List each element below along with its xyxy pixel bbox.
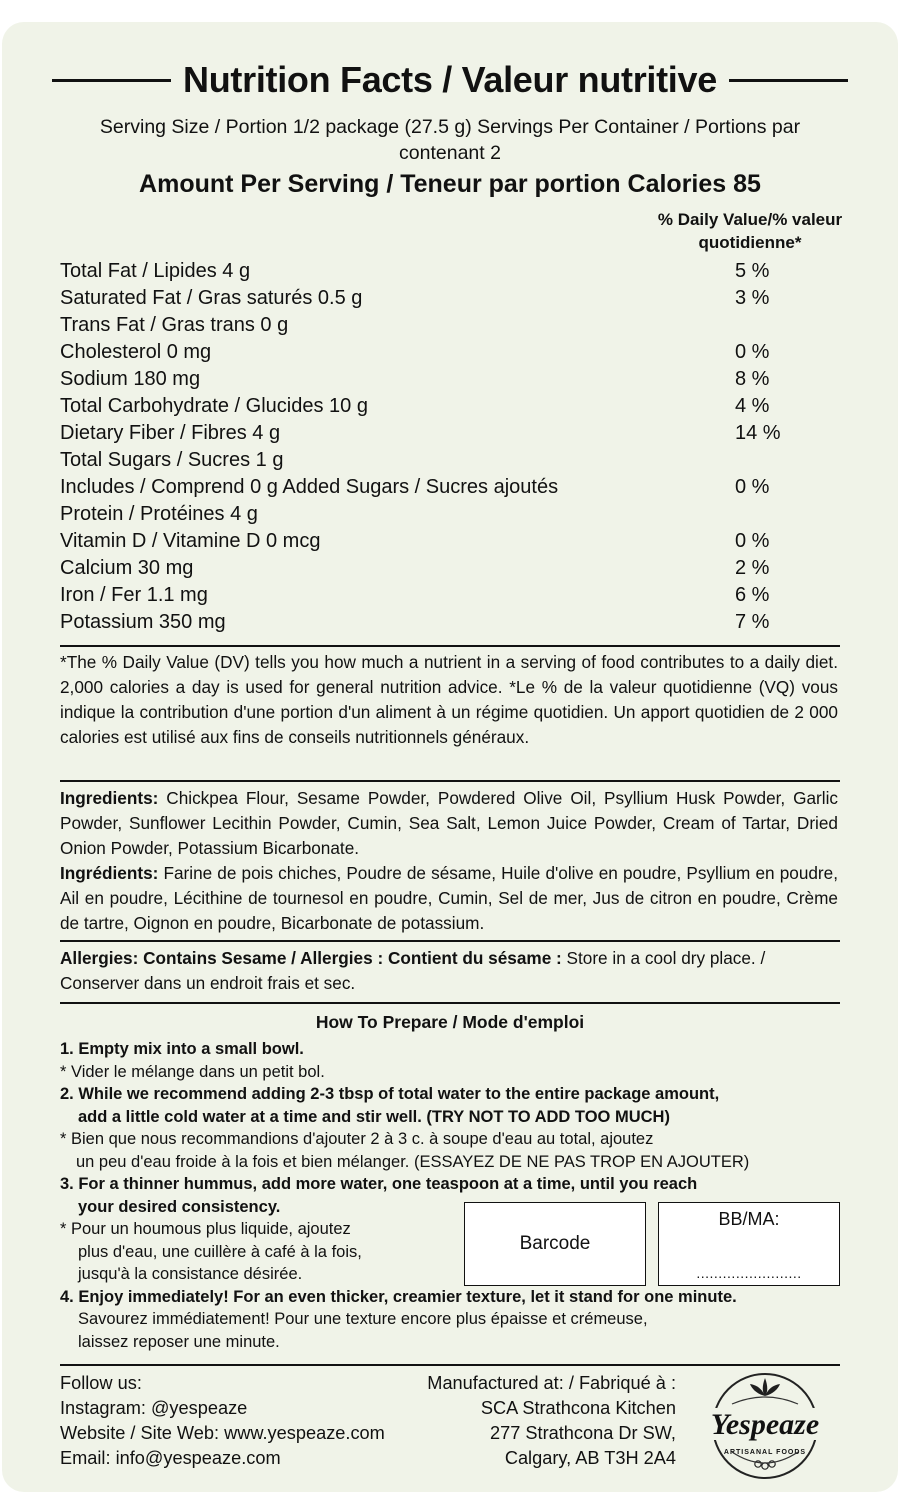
step-3-fr-c: jusqu'à la consistance désirée.	[78, 1265, 303, 1283]
nutrient-name: Total Carbohydrate / Glucides 10 g	[60, 395, 368, 417]
nutrient-name: Saturated Fat / Gras saturés 0.5 g	[60, 287, 363, 309]
website-link: Website / Site Web: www.yespeaze.com	[60, 1423, 385, 1443]
nutrient-name: Vitamin D / Vitamine D 0 mcg	[60, 530, 321, 552]
serving-size: Serving Size / Portion 1/2 package (27.5 g) Servings Per Container / Portions par contenant 2	[99, 116, 801, 164]
divider	[60, 645, 840, 647]
nutrient-name: Cholesterol 0 mg	[60, 341, 212, 363]
ingredients-label-fr: Ingrédients:	[60, 863, 159, 883]
nutrient-name: Potassium 350 mg	[60, 611, 226, 633]
step-3-fr-a: * Pour un houmous plus liquide, ajoutez	[60, 1220, 351, 1238]
daily-value-header: % Daily Value/% valeur quotidienne*	[657, 210, 843, 252]
nutrient-row	[60, 312, 840, 339]
follow-label: Follow us:	[60, 1373, 142, 1393]
nutrient-row	[60, 474, 840, 501]
nutrition-title: Nutrition Facts / Valeur nutritive	[183, 59, 717, 100]
step-2-fr-b: un peu d'eau froide à la fois et bien mélanger. (ESSAYEZ DE NE PAS TROP EN AJOUTER)	[76, 1152, 750, 1171]
nutrient-dv: 2 %	[735, 557, 770, 579]
nutrient-name: Total Sugars / Sucres 1 g	[60, 449, 284, 471]
instagram-handle: Instagram: @yespeaze	[60, 1398, 248, 1418]
title-row	[52, 58, 848, 102]
manufacturer-name: SCA Strathcona Kitchen	[480, 1398, 676, 1418]
ingredients-text-fr: Farine de pois chiches, Poudre de sésame, Huile d'olive en poudre, Psyllium en poudre, Ail en poudre, Lécithine de tournesol en poudre, Cumin, Sel de mer, Jus de citron en poudre, Crème de tartre, Oignon en poudre, Bicarbonate de potassium.	[60, 863, 838, 933]
nutrient-row	[60, 447, 840, 474]
nutrient-dv: 4 %	[735, 395, 770, 417]
step-2-fr-a: * Bien que nous recommandions d'ajouter 2 à 3 c. à soupe d'eau au total, ajoutez	[60, 1130, 654, 1148]
nutrient-row	[60, 420, 840, 447]
nutrient-row	[60, 501, 840, 528]
ingredients-en	[60, 786, 838, 861]
allergy-text: Store in a cool dry place. / Conserver dans un endroit frais et sec.	[60, 948, 766, 993]
ingredients-text: Chickpea Flour, Sesame Powder, Powdered Olive Oil, Psyllium Husk Powder, Garlic Powder, Sunflower Lecithin Powder, Cumin, Sea Salt, Lemon Juice Powder, Cream of Tartar, Dried Onion Powder, Potassium Bicarbonate.	[60, 788, 838, 858]
nutrient-name: Includes / Comprend 0 g Added Sugars / Sucres ajoutés	[60, 476, 559, 498]
nutrient-dv: 0 %	[735, 341, 770, 363]
nutrient-row	[60, 609, 840, 636]
step-1-fr: * Vider le mélange dans un petit bol.	[60, 1062, 325, 1081]
title-rule-left	[52, 79, 171, 82]
step-3-fr-b: plus d'eau, une cuillère à café à la fois,	[78, 1242, 362, 1261]
nutrient-row	[60, 285, 840, 312]
manufacturer-info	[380, 1371, 676, 1471]
amount-per-serving: Amount Per Serving / Teneur par portion Calories 85	[139, 170, 761, 198]
nutrient-row	[60, 393, 840, 420]
manufacturer-city: Calgary, AB T3H 2A4	[504, 1448, 676, 1468]
ingredients-label: Ingredients:	[60, 788, 159, 808]
best-before-box	[658, 1202, 840, 1286]
best-before-dots: ........................	[696, 1265, 802, 1281]
step-3-a: 3. For a thinner hummus, add more water, one teaspoon at a time, until you reach	[60, 1175, 698, 1193]
nutrient-dv: 0 %	[735, 530, 770, 552]
daily-value-footnote: *The % Daily Value (DV) tells you how much a nutrient in a serving of food contributes to a daily diet. 2,000 calories a day is used for general nutrition advice. *Le % de la valeur quotidienne (VQ) vous indique la contribution d'une portion d'un aliment à un régime quotidien. Un apport quotidien de 2 000 calories est utilisé aux fins de conseils nutritionnels généraux.	[60, 652, 838, 747]
contact-info	[60, 1371, 385, 1471]
manufacturer-street: 277 Strathcona Dr SW,	[489, 1423, 676, 1443]
step-4-fr-b: laissez reposer une minute.	[78, 1332, 280, 1351]
nutrient-name: Sodium 180 mg	[60, 368, 201, 390]
barcode-label: Barcode	[519, 1233, 591, 1254]
nutrient-dv: 6 %	[735, 584, 770, 606]
email-address: Email: info@yespeaze.com	[60, 1448, 281, 1468]
nutrient-name: Trans Fat / Gras trans 0 g	[60, 314, 289, 336]
best-before-label: BB/MA:	[718, 1209, 780, 1229]
barcode-box	[464, 1202, 646, 1286]
step-2-a: 2. While we recommend adding 2-3 tbsp of total water to the entire package amount,	[60, 1085, 720, 1103]
nutrient-row	[60, 366, 840, 393]
manufacturer-heading: Manufactured at: / Fabriqué à :	[427, 1373, 676, 1393]
step-3-b: your desired consistency.	[78, 1197, 281, 1216]
nutrient-row	[60, 555, 840, 582]
prepare-title: How To Prepare / Mode d'emploi	[315, 1012, 585, 1032]
nutrient-row	[60, 258, 840, 285]
nutrient-dv: 3 %	[735, 287, 770, 309]
step-2-b: add a little cold water at a time and stir well. (TRY NOT TO ADD TOO MUCH)	[78, 1107, 670, 1126]
logo-tagline: ARTISANAL FOODS	[723, 1449, 807, 1456]
divider	[60, 1364, 840, 1366]
nutrient-name: Protein / Protéines 4 g	[60, 503, 258, 525]
prepare-steps	[60, 1038, 850, 1353]
divider	[60, 1002, 840, 1004]
divider	[60, 780, 840, 782]
allergy-statement	[60, 946, 838, 996]
nutrient-dv: 5 %	[735, 260, 770, 282]
nutrient-row	[60, 582, 840, 609]
allergy-label: Allergies: Contains Sesame / Allergies : Contient du sésame :	[60, 948, 562, 968]
yespeaze-logo	[702, 1370, 828, 1482]
step-4: 4. Enjoy immediately! For an even thicker, creamier texture, let it stand for one minute.	[60, 1287, 737, 1306]
nutrient-name: Calcium 30 mg	[60, 557, 194, 579]
nutrient-dv: 7 %	[735, 611, 770, 633]
ingredients-section	[60, 786, 838, 936]
nutrient-dv: 8 %	[735, 368, 770, 390]
nutrient-row	[60, 339, 840, 366]
ingredients-fr	[60, 861, 838, 936]
step-1: 1. Empty mix into a small bowl.	[60, 1040, 304, 1058]
nutrient-list	[60, 258, 840, 636]
nutrient-row	[60, 528, 840, 555]
step-4-fr-a: Savourez immédiatement! Pour une texture encore plus épaisse et crémeuse,	[78, 1310, 648, 1328]
nutrient-name: Total Fat / Lipides 4 g	[60, 260, 251, 282]
nutrient-dv: 14 %	[735, 422, 781, 444]
divider	[60, 940, 840, 942]
logo-brand-text: Yespeaze	[710, 1408, 820, 1441]
nutrient-name: Iron / Fer 1.1 mg	[60, 584, 208, 606]
title-rule-right	[729, 79, 848, 82]
nutrient-name: Dietary Fiber / Fibres 4 g	[60, 422, 281, 444]
nutrient-dv: 0 %	[735, 476, 770, 498]
